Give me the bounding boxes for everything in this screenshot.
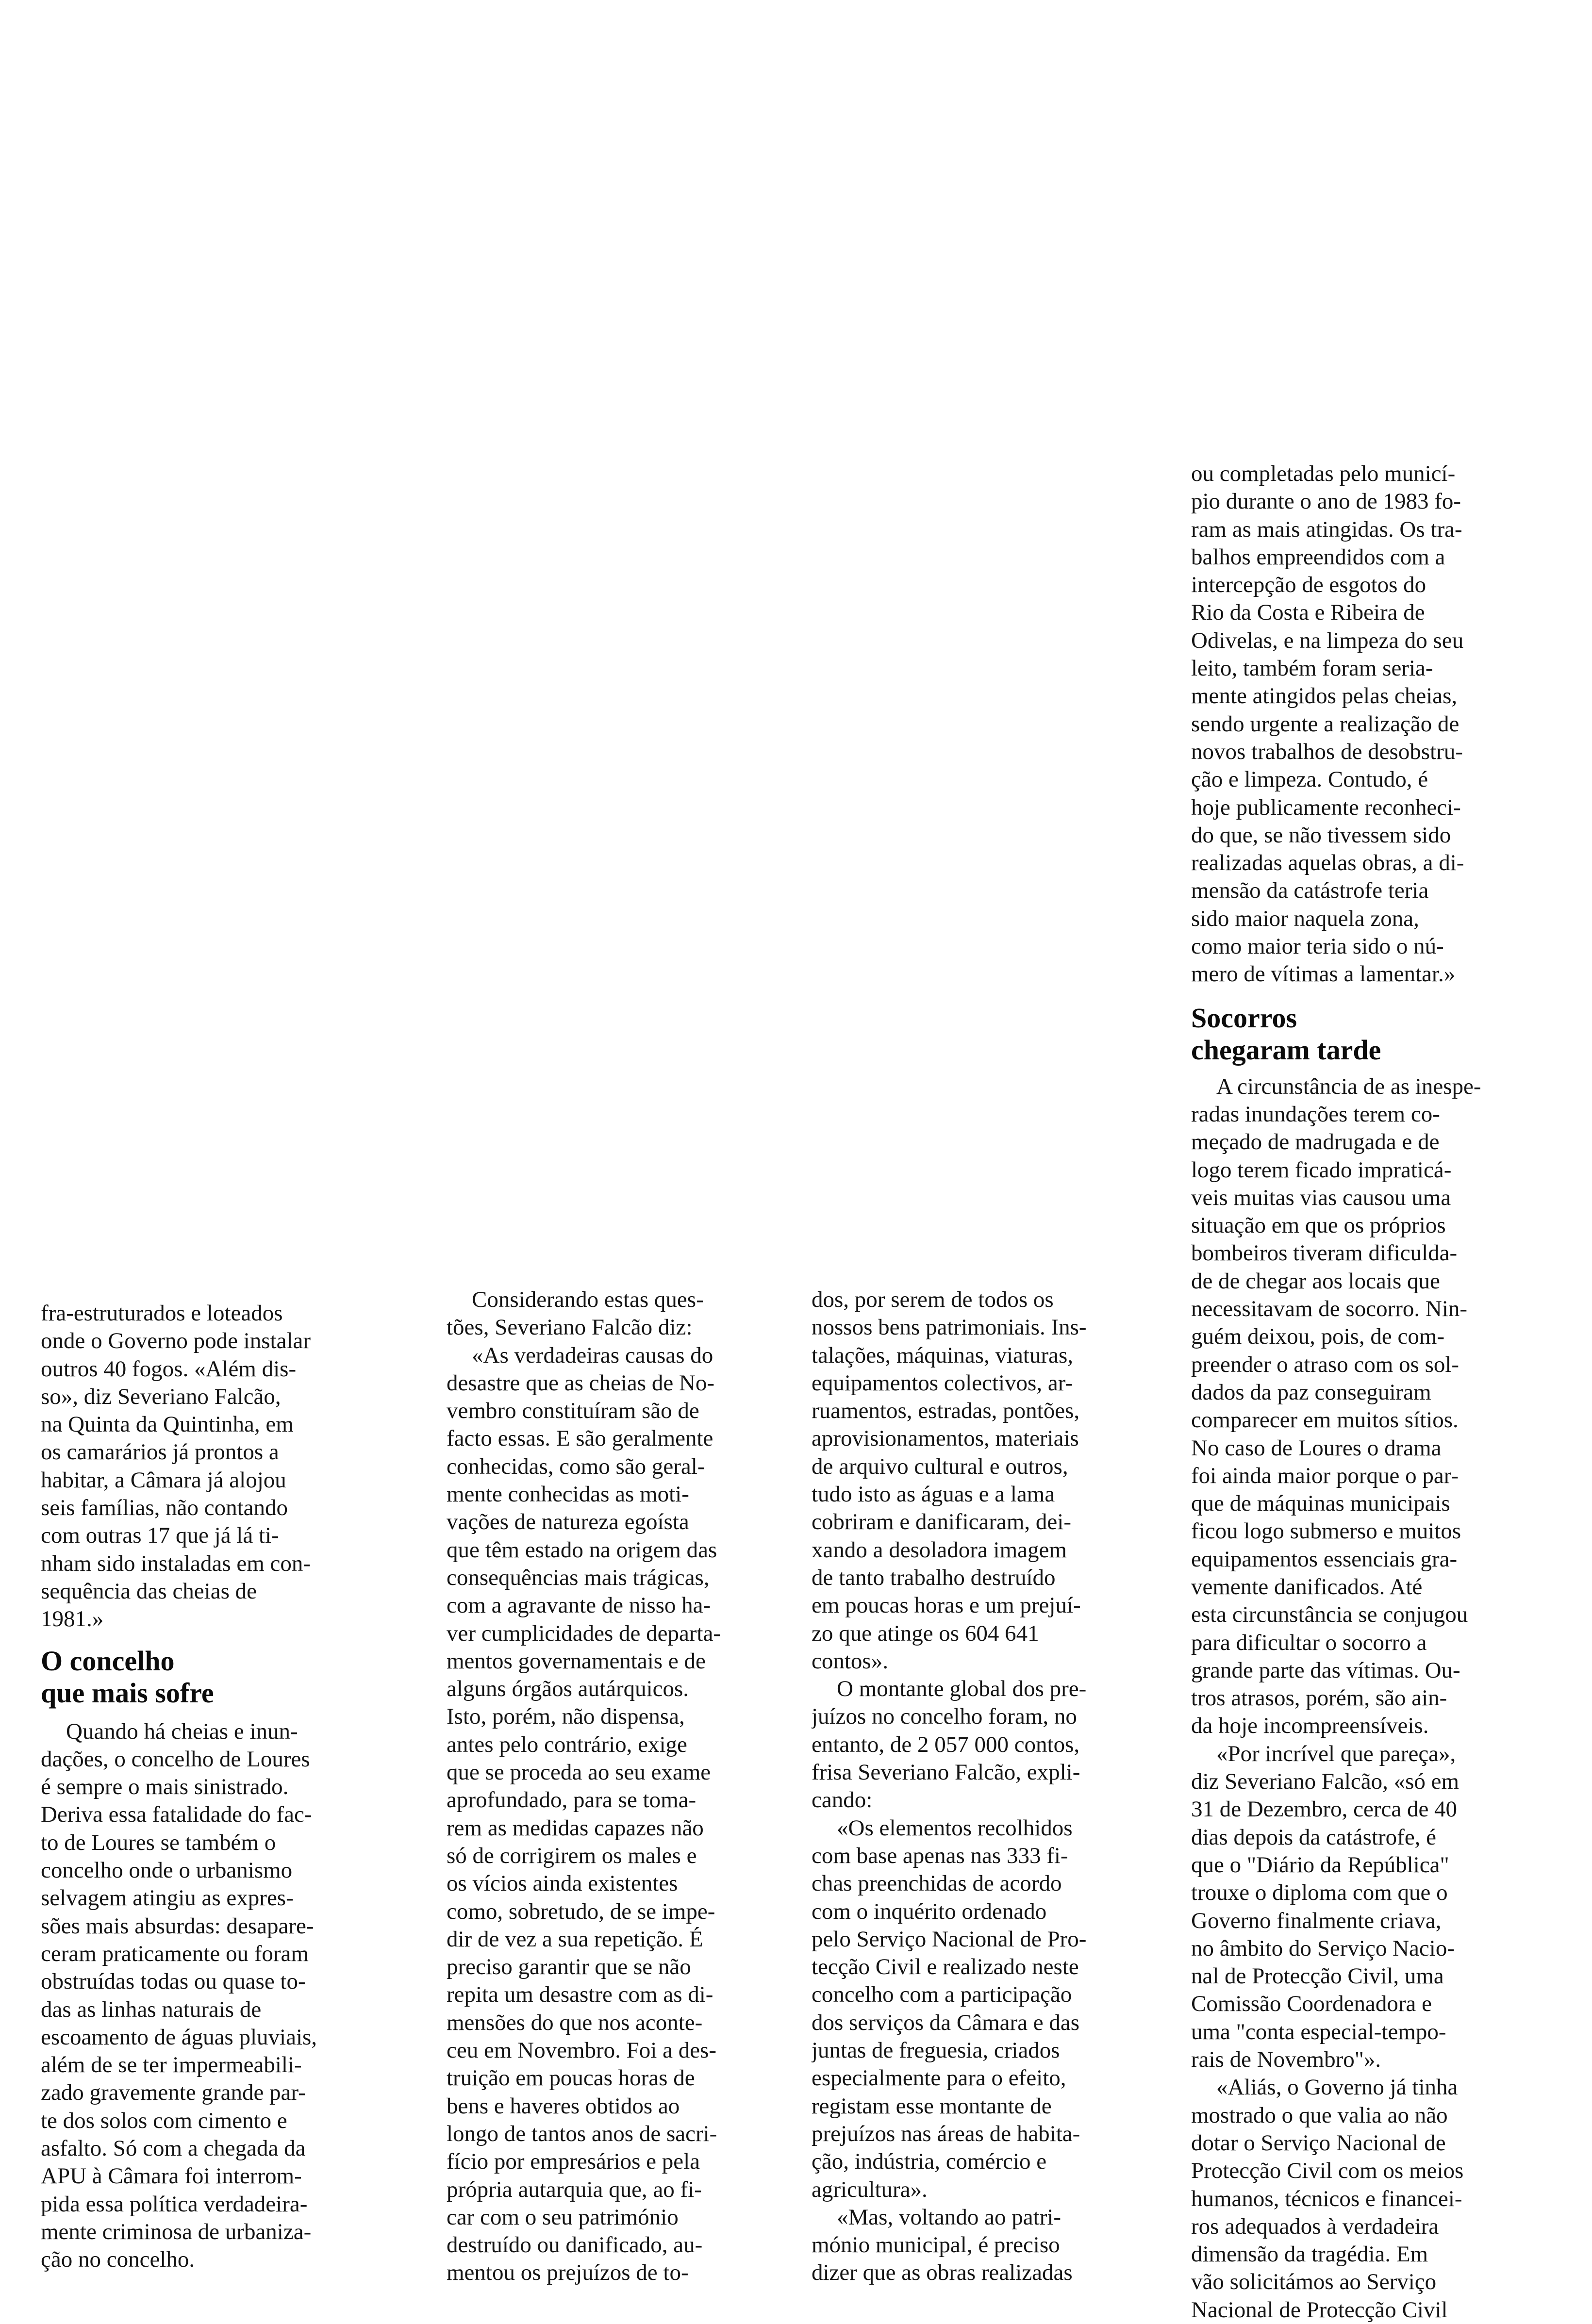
paragraph: Considerando estas ques- tões, Severiano Falcão diz: xyxy=(447,1287,704,1340)
paragraph: O montante global dos pre- juízos no concelho foram, no entanto, de 2 057 000 contos, frisa Severiano Falcão, expli- cando: xyxy=(812,1676,1087,1813)
article-column-4 xyxy=(1191,460,1548,2324)
section-heading-socorros: Socorros chegaram tarde xyxy=(1191,1002,1381,1066)
quote-paragraph: dos, por serem de todos os nossos bens patrimoniais. Ins- talações, máquinas, viaturas, equipamentos colectivos, ar- ruamentos, estradas, pontões, aprovisionamentos, materiais de arquivo cultural e outros, tudo isto as águas e a lama cobriram e danificaram, dei- xando a desoladora imagem de tanto trabalho destruído em poucas horas e um prejuí- zo que atinge os 604 641 contos». xyxy=(812,1287,1087,1674)
quote-paragraph: «Os elementos recolhidos com base apenas nas 333 fi- chas preenchidas de acordo com o inquérito ordenado pelo Serviço Nacional de Pro- tecção Civil e realizado neste concelho com a participação dos serviços da Câmara e das juntas de freguesia, criados especialmente para o efeito, registam esse montante de prejuízos nas áreas de habita- ção, indústria, comércio e agricultura». xyxy=(812,1815,1087,2202)
quote-paragraph: «Aliás, o Governo já tinha mostrado o que valia ao não dotar o Serviço Nacional de Protecção Civil com os meios humanos, técnicos e financei- ros adequados à verdadeira dimensão da tragédia. Em vão solicitámos ao Serviço Nacional de Protecção Civil xyxy=(1191,2075,1464,2323)
article-column-3 xyxy=(812,1286,1165,2287)
quote-paragraph: «As verdadeiras causas do desastre que as cheias de No- vembro constituíram são de facto essas. E são geralmente conhecidas, como são geral- mente conhecidas as moti- vações de natureza egoísta que têm estado na origem das consequências mais trágicas, com a agravante de nisso ha- ver cumplicidades de departa- mentos governamentais e de alguns órgãos autárquicos. Isto, porém, não dispensa, antes pelo contrário, exige que se proceda ao seu exame aprofundado, para se toma- rem as medidas capazes não só de corrigirem os males e os vícios ainda existentes como, sobretudo, de se impe- dir de vez a sua repetição. É preciso garantir que se não repita um desastre com as di- mensões do que nos aconte- ceu em Novembro. Foi a des- truição em poucas horas de bens e haveres obtidos ao longo de tantos anos de sacri- fício por empresários e pela própria autarquia que, ao fi- car com o seu património destruído ou danificado, au- mentou os prejuízos de to- xyxy=(447,1342,721,2286)
quote-paragraph: ou completadas pelo municí- pio durante o ano de 1983 fo- ram as mais atingidas. Os tra- balhos empreendidos com a intercepção de esgotos do Rio da Costa e Ribeira de Odivelas, e na limpeza do seu leito, também foram seria- mente atingidos pelas cheias, sendo urgente a realização de novos trabalhos de desobstru- ção e limpeza. Contudo, é hoje publicamente reconheci- do que, se não tivessem sido realizadas aquelas obras, a di- mensão da catástrofe teria sido maior naquela zona, como maior teria sido o nú- mero de vítimas a lamentar.» xyxy=(1191,461,1464,987)
paragraph: A circunstância de as inespe- radas inundações terem co- meçado de madrugada e de logo terem ficado impraticá- veis muitas vias causou uma situação em que os próprios bombeiros tiveram dificulda- de de chegar aos locais que necessitavam de socorro. Nin- guém deixou, pois, de com- preender o atraso com os sol- dados da paz conseguiram comparecer em muitos sítios. No caso de Loures o drama foi ainda maior porque o par- que de máquinas municipais ficou logo submerso e muitos equipamentos essenciais gra- vemente danificados. Até esta circunstância se conjugou para dificultar o socorro a grande parte das vítimas. Ou- tros atrasos, porém, são ain- da hoje incompreensíveis. xyxy=(1191,1073,1481,1739)
article-column-1 xyxy=(41,1300,381,2274)
quote-paragraph: «Por incrível que pareça», diz Severiano Falcão, «só em 31 de Dezembro, cerca de 40 dias depois da catástrofe, é que o "Diário da República" trouxe o diploma com que o Governo finalmente criava, no âmbito do Serviço Nacio- nal de Protecção Civil, uma Comissão Coordenadora e uma "conta especial-tempo- rais de Novembro"». xyxy=(1191,1741,1459,2073)
quote-paragraph: «Mas, voltando ao patri- mónio municipal, é preciso dizer que as obras realizadas xyxy=(812,2204,1073,2286)
article-column-2 xyxy=(447,1286,792,2287)
section-heading-concelho: O concelho que mais sofre xyxy=(41,1645,214,1709)
paragraph: Quando há cheias e inun- dações, o concelho de Loures é sempre o mais sinistrado. Deriva essa fatalidade do fac- to de Loures se também o concelho onde o urbanismo selvagem atingiu as expres- sões mais absurdas: desapare- ceram praticamente ou foram obstruídas todas ou quase to- das as linhas naturais de escoamento de águas pluviais, além de se ter impermeabili- zado gravemente grande par- te dos solos com cimento e asfalto. Só com a chegada da APU à Câmara foi interrom- pida essa política verdadeira- mente criminosa de urbaniza- ção no concelho. xyxy=(41,1718,317,2273)
paragraph: fra-estruturados e loteados onde o Governo pode instalar outros 40 fogos. «Além dis- so», diz Severiano Falcão, na Quinta da Quintinha, em os camarários já prontos a habitar, a Câmara já alojou seis famílias, não contando com outras 17 que já lá ti- nham sido instaladas em con- sequência das cheias de 1981.» xyxy=(41,1301,311,1632)
